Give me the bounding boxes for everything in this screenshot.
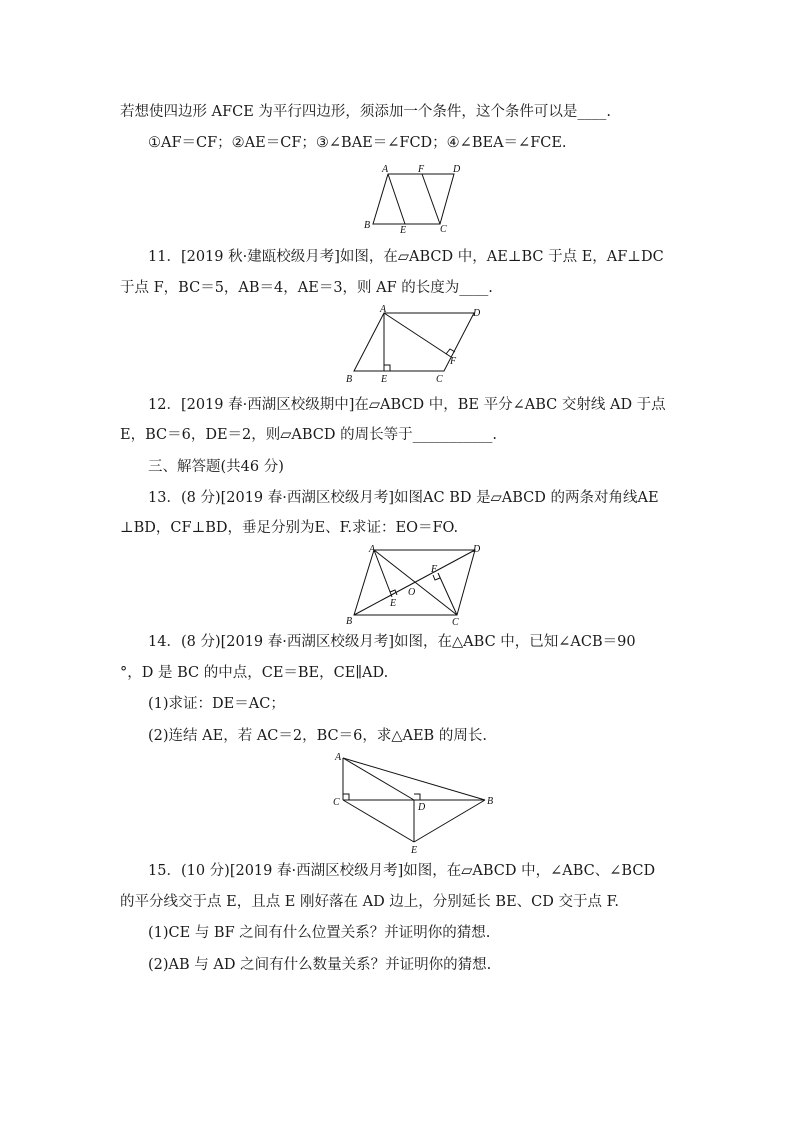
q14-part2: (2)连结 AE，若 AC＝2，BC＝6，求△AEB 的周长. xyxy=(148,728,487,744)
q15-text-line2: 的平分线交于点 E，且点 E 刚好落在 AD 边上，分别延长 BE、CD 交于点 F. xyxy=(120,894,620,910)
label-b: B xyxy=(346,616,353,627)
segment-ae xyxy=(388,174,405,224)
right-angle-e xyxy=(384,365,390,371)
q15-part1: (1)CE 与 BF 之间有什么位置关系？并证明你的猜想. xyxy=(148,925,491,941)
q13-text-line1: 13．(8 分)[2019 春·西湖区校级月考]如图AC BD 是▱ABCD 的两条对角线AE xyxy=(148,490,659,506)
segment-ad xyxy=(343,758,414,800)
q14-figure xyxy=(325,750,505,855)
q15-text-line1: 15．(10 分)[2019 春·西湖区校级月考]如图，在▱ABCD 中，∠ABC、∠BCD xyxy=(148,863,656,879)
label-f: F xyxy=(450,356,457,367)
section-title: 三、解答题(共46 分) xyxy=(148,459,284,475)
label-f: F xyxy=(431,564,438,575)
label-e: E xyxy=(400,225,407,234)
right-angle-c xyxy=(343,794,349,800)
label-a: A xyxy=(380,305,387,315)
label-d: D xyxy=(473,308,481,319)
label-e: E xyxy=(390,598,397,609)
label-d: D xyxy=(453,164,461,175)
label-c: C xyxy=(452,617,459,628)
q13-figure xyxy=(340,540,490,630)
label-b: B xyxy=(487,796,494,807)
label-b: B xyxy=(364,220,371,231)
label-a: A xyxy=(369,544,376,555)
label-c: C xyxy=(333,797,340,808)
segment-ce xyxy=(343,800,414,842)
q11-text-line1: 11．[2019 秋·建瓯校级月考]如图，在▱ABCD 中，AE⊥BC 于点 E，AF⊥DC xyxy=(148,249,664,265)
q10-figure xyxy=(360,162,470,234)
label-d: D xyxy=(473,544,481,555)
q11-figure xyxy=(340,305,490,387)
q12-text-line1: 12．[2019 春·西湖区校级期中]在▱ABCD 中，BE 平分∠ABC 交射线 AD 于点 xyxy=(148,397,666,413)
label-a: A xyxy=(382,164,389,175)
parallelogram-abcd xyxy=(373,174,454,224)
label-e: E xyxy=(411,845,418,855)
segment-fc xyxy=(422,174,440,224)
q11-text-line2: 于点 F，BC＝5，AB＝4，AE＝3，则 AF 的长度为____. xyxy=(120,280,493,296)
perpendicular-cf xyxy=(438,573,457,615)
q10-text-line1: 若想使四边形 AFCE 为平行四边形，须添加一个条件，这个条件可以是____. xyxy=(120,104,612,120)
q10-options: ①AF＝CF；②AE＝CF；③∠BAE＝∠FCD；④∠BEA＝∠FCE. xyxy=(148,135,567,151)
altitude-af xyxy=(384,313,451,357)
q15-part2: (2)AB 与 AD 之间有什么数量关系？并证明你的猜想. xyxy=(148,957,492,973)
right-angle-d xyxy=(414,794,420,800)
q13-text-line2: ⊥BD，CF⊥BD，垂足分别为E、F.求证：EO＝FO. xyxy=(120,520,459,536)
q14-text-line1: 14．(8 分)[2019 春·西湖区校级月考]如图，在△ABC 中，已知∠ACB＝90 xyxy=(148,634,636,650)
label-b: B xyxy=(346,374,353,385)
q14-part1: (1)求证：DE＝AC； xyxy=(148,696,285,712)
label-o: O xyxy=(408,587,416,598)
label-a: A xyxy=(335,752,342,763)
label-e: E xyxy=(381,374,388,385)
label-c: C xyxy=(440,224,447,234)
diagonal-bd xyxy=(354,550,475,615)
label-c: C xyxy=(436,374,443,385)
q14-text-line2: °，D 是 BC 的中点，CE＝BE，CE∥AD. xyxy=(120,665,389,681)
label-f: F xyxy=(418,164,425,175)
q12-text-line2: E，BC＝6，DE＝2，则▱ABCD 的周长等于___________. xyxy=(120,427,497,443)
label-d: D xyxy=(418,802,426,813)
